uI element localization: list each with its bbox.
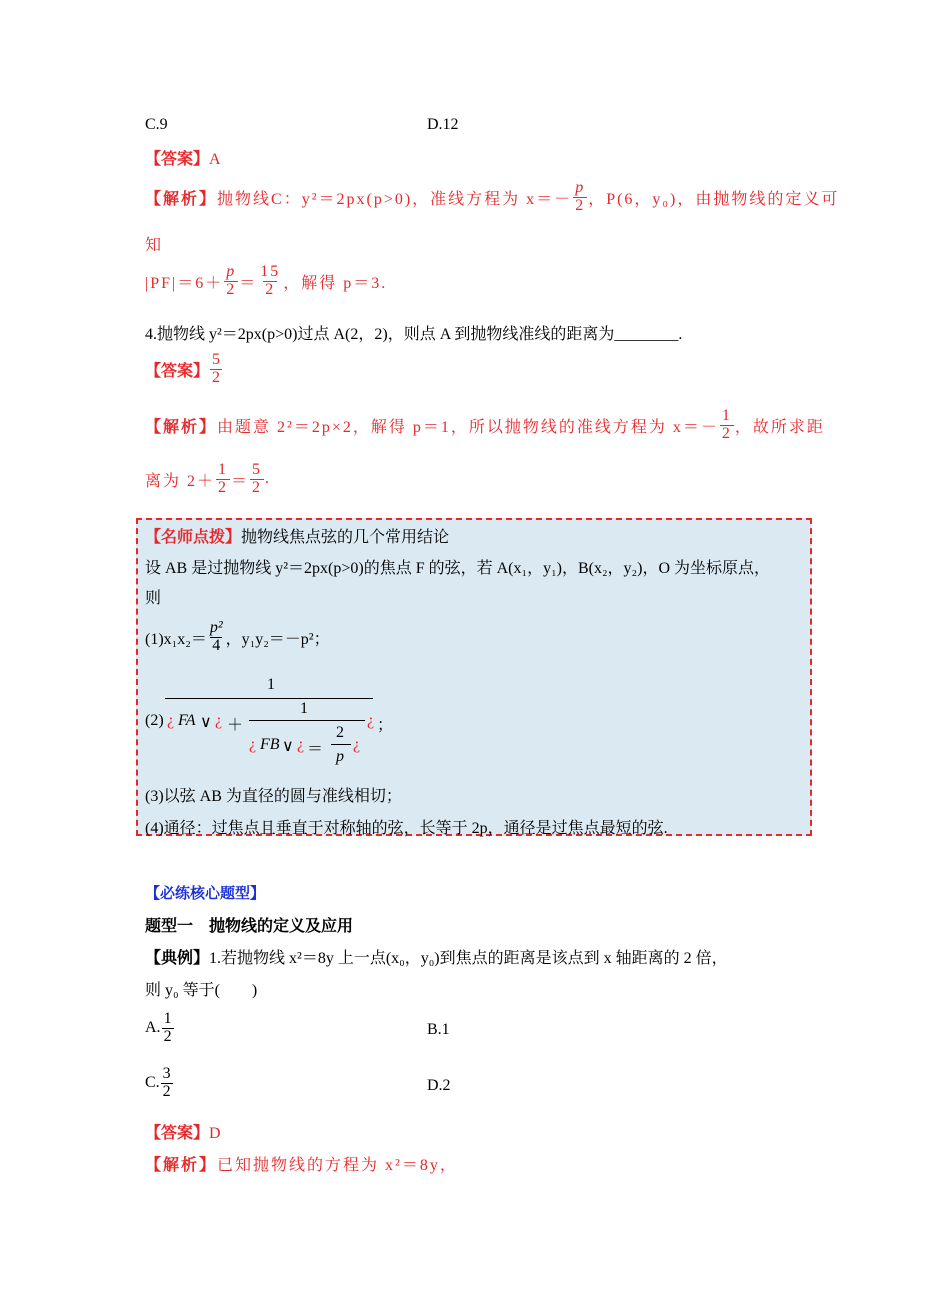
tip-title: 抛物线焦点弦的几个常用结论 — [241, 529, 450, 546]
fraction: $\frac{\text{p²}}{4}$ — [209, 619, 223, 654]
fraction-bar — [249, 720, 365, 721]
analysis-line — [145, 462, 271, 497]
analysis-text: 由题意 2²＝2p×2，解得 p＝1，所以抛物线的准线方程为 x＝－ — [217, 418, 719, 436]
analysis-text: ＝ — [231, 472, 250, 490]
analysis-text: ＝ — [239, 274, 258, 292]
tip-item-2: 1 (2) ¿ FA ∨ ¿ ＋ 1 ¿ FB ∨ ¿ ＝ 2 p ¿ ¿ ； — [145, 676, 394, 765]
fraction: $\frac{1}{2}$ — [163, 1010, 172, 1045]
analysis-text: C：y²＝2px(p>0)，准线方程为 x＝－ — [271, 190, 573, 208]
analysis-line — [145, 264, 387, 299]
fraction: $\frac{5}{2}$ — [252, 461, 263, 496]
fraction: $\frac{15}{2}$ — [260, 263, 281, 298]
answer-tag: 【答案】 — [145, 151, 210, 168]
analysis-text: ，故所求距 — [734, 418, 825, 436]
fraction: $\frac{p}{2}$ — [575, 179, 586, 214]
fraction-bar — [165, 698, 373, 699]
analysis-line: 知 — [145, 237, 162, 254]
answer-line — [145, 1120, 221, 1143]
answer-value: A — [209, 151, 221, 168]
answer-value: D — [209, 1125, 221, 1142]
analysis-tag: 【解析】 — [145, 1157, 218, 1174]
option-d: D.2 — [427, 1077, 451, 1094]
analysis-tag: 【解析】 — [145, 190, 218, 208]
analysis-text: 离为 2＋ — [145, 472, 216, 490]
question-4: 4.抛物线 y²＝2px(p>0)过点 A(2，2)，则点 A 到抛物线准线的距离为________. — [145, 326, 683, 343]
analysis-tag: 【解析】 — [145, 418, 218, 436]
example-tag: 【典例】 — [145, 950, 210, 967]
fraction: $\frac{1}{2}$ — [721, 407, 732, 442]
option-c: C.9 — [145, 116, 168, 133]
answer-line — [145, 146, 221, 169]
tip-item-4: (4)通径：过焦点且垂直于对称轴的弦，长等于 2p，通径是过焦点最短的弦. — [145, 820, 668, 837]
analysis-line: 【解析】已知抛物线的方程为 x²＝8y， — [145, 1157, 458, 1174]
big-numerator: 1 — [267, 676, 275, 693]
fraction: $\frac{3}{2}$ — [162, 1065, 171, 1100]
answer-tag: 【答案】 — [145, 362, 210, 380]
analysis-text: |PF|＝6＋ — [145, 274, 224, 292]
tip-title-line — [145, 524, 449, 547]
tip-item-3: (3)以弦 AB 为直径的圆与准线相切； — [145, 788, 402, 805]
fraction: $\frac{p}{2}$ — [226, 263, 237, 298]
fraction: $\frac{1}{2}$ — [218, 461, 229, 496]
example-line: 【典例】1.若抛物线 x²＝8y 上一点(x₀，y₀)到焦点的距离是该点到 x 轴距离的 2 倍， — [145, 950, 728, 967]
question-type-title: 题型一 抛物线的定义及应用 — [145, 918, 354, 935]
tip-tag: 【名师点拨】 — [145, 529, 242, 546]
section-header: 【必练核心题型】 — [145, 885, 266, 902]
analysis-text: 抛物线 — [217, 190, 272, 208]
option-a: A. $\frac{1}{2}$ — [145, 1010, 172, 1045]
fraction-bar — [331, 744, 351, 745]
option-b: B.1 — [427, 1021, 450, 1038]
option-d: D.12 — [427, 116, 459, 133]
answer-line — [145, 352, 223, 387]
fraction: $\frac{5}{2}$ — [212, 351, 221, 386]
analysis-line — [145, 408, 825, 443]
answer-tag: 【答案】 — [145, 1125, 210, 1142]
example-line: 则 y₀ 等于( ) — [145, 982, 258, 999]
analysis-line — [145, 180, 839, 215]
analysis-text: ，P(6，y₀)，由抛物线的定义可 — [588, 190, 840, 208]
analysis-text: . — [265, 470, 272, 488]
option-c: C. $\frac{3}{2}$ — [145, 1065, 171, 1100]
tip-line: 则 — [145, 590, 162, 607]
analysis-text: ，解得 p＝3. — [283, 274, 388, 292]
tip-line: 设 AB 是过抛物线 y²＝2px(p>0)的焦点 F 的弦，若 A(x₁，y₁)，B(x₂，y₂)，O 为坐标原点， — [145, 560, 771, 577]
tip-item-1: (1)x₁x₂＝ $\frac{\text{p²}}{4}$ ，y₁y₂＝－p²； — [145, 619, 330, 654]
